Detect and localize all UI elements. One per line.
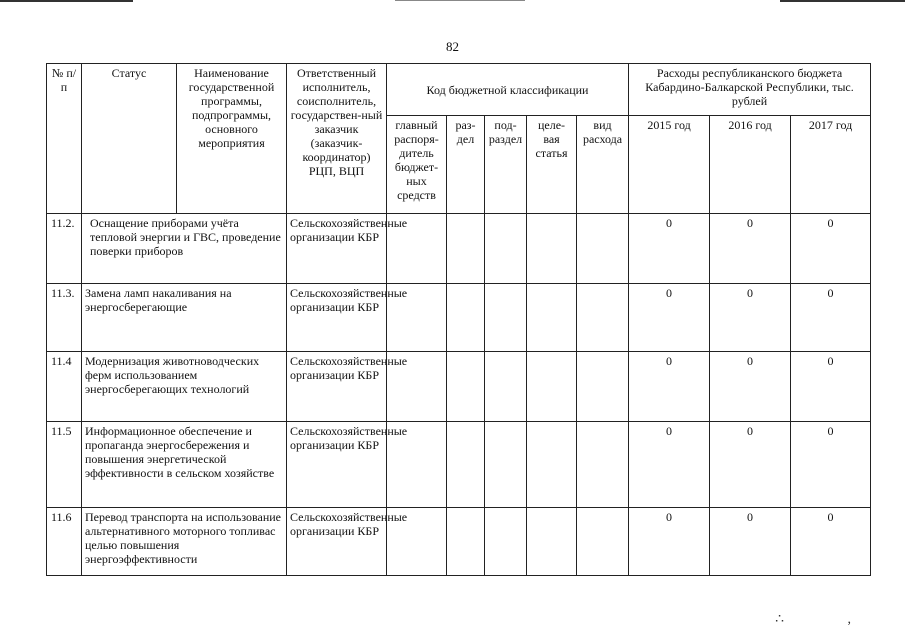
header-grbs: главный распоря-дитель бюджет-ных средств — [387, 116, 447, 214]
table-row — [47, 214, 871, 284]
top-rule-left — [0, 0, 133, 2]
header-row-1 — [47, 64, 871, 116]
header-cel: целе-вая статья — [527, 116, 577, 214]
row-num: 11.2. — [47, 214, 82, 284]
row-num: 11.5 — [47, 422, 82, 508]
row-value-2016: 0 — [710, 508, 791, 576]
row-value-2015: 0 — [629, 508, 710, 576]
row-value-2017: 0 — [791, 422, 871, 508]
row-value-2017: 0 — [791, 352, 871, 422]
row-value-2016: 0 — [710, 352, 791, 422]
header-name: Наименование государственной программы, подпрограммы, основного мероприятия — [177, 64, 287, 214]
row-responsible: Сельскохозяйственные организации КБР — [287, 508, 387, 576]
header-2016: 2016 год — [710, 116, 791, 214]
table-row — [47, 508, 871, 576]
header-expenses: Расходы республиканского бюджета Кабардино-Балкарской Республики, тыс. рублей — [629, 64, 871, 116]
top-rule-right — [780, 0, 905, 2]
row-name: Оснащение приборами учёта тепловой энергии и ГВС, проведение поверки приборов — [82, 214, 287, 284]
row-value-2015: 0 — [629, 352, 710, 422]
row-responsible: Сельскохозяйственные организации КБР — [287, 352, 387, 422]
header-num: № п/п — [47, 64, 82, 214]
row-name: Замена ламп накаливания на энергосберегающие — [82, 284, 287, 352]
row-value-2017: 0 — [791, 284, 871, 352]
header-2015: 2015 год — [629, 116, 710, 214]
row-value-2015: 0 — [629, 284, 710, 352]
row-responsible: Сельскохозяйственные организации КБР — [287, 284, 387, 352]
header-2017: 2017 год — [791, 116, 871, 214]
top-rule-center — [395, 0, 525, 1]
row-value-2015: 0 — [629, 214, 710, 284]
row-value-2016: 0 — [710, 284, 791, 352]
row-responsible: Сельскохозяйственные организации КБР — [287, 214, 387, 284]
header-budget-code: Код бюджетной классификации — [387, 64, 629, 116]
row-value-2016: 0 — [710, 422, 791, 508]
table-row — [47, 284, 871, 352]
row-num: 11.6 — [47, 508, 82, 576]
scan-marks: ∴ , — [775, 612, 881, 627]
header-responsible: Ответственный исполнитель, соисполнитель, государствен-ный заказчик (заказчик-координатор) РЦП, ВЦП — [287, 64, 387, 214]
row-num: 11.3. — [47, 284, 82, 352]
header-podrazdel: под-раздел — [485, 116, 527, 214]
budget-table — [46, 63, 871, 576]
row-value-2017: 0 — [791, 508, 871, 576]
row-name: Информационное обеспечение и пропаганда энергосбережения и повышения энергетической эффективности в сельском хозяйстве — [82, 422, 287, 508]
header-razdel: раз-дел — [447, 116, 485, 214]
row-value-2016: 0 — [710, 214, 791, 284]
row-num: 11.4 — [47, 352, 82, 422]
row-value-2015: 0 — [629, 422, 710, 508]
table-row — [47, 422, 871, 508]
row-name: Модернизация животноводческих ферм использованием энергосберегающих технологий — [82, 352, 287, 422]
row-responsible: Сельскохозяйственные организации КБР — [287, 422, 387, 508]
page-number: 82 — [446, 39, 459, 54]
header-vid: вид расхода — [577, 116, 629, 214]
header-status: Статус — [82, 64, 177, 214]
row-value-2017: 0 — [791, 214, 871, 284]
row-name: Перевод транспорта на использование альтернативного моторного топливас целью повышения энергоэффективности — [82, 508, 287, 576]
table-row — [47, 352, 871, 422]
